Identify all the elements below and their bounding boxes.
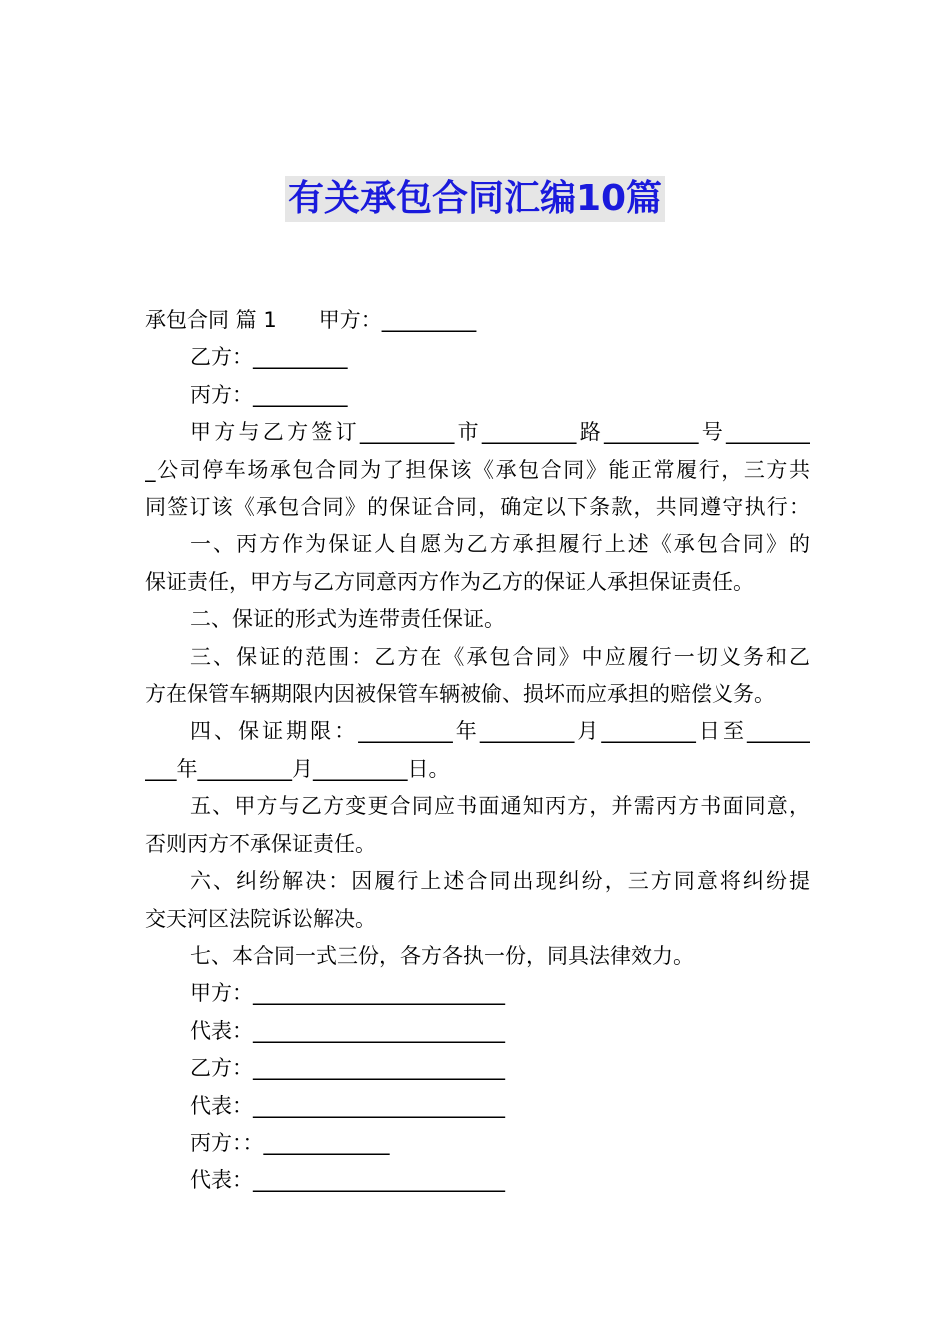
paragraph-line: 五、甲方与乙方变更合同应书面通知丙方，并需丙方书面同意，	[190, 794, 810, 819]
paragraph-line: 六、纠纷解决：因履行上述合同出现纠纷，三方同意将纠纷提	[190, 869, 810, 894]
paragraph-line: 一、丙方作为保证人自愿为乙方承担履行上述《承包合同》的	[190, 532, 810, 557]
paragraph-line: 三、保证的范围：乙方在《承包合同》中应履行一切义务和乙	[190, 644, 810, 669]
signature-line: 丙方：：____________	[190, 1130, 390, 1155]
paragraph-line: 四、保证期限：_________年_________月_________日至______	[190, 719, 810, 744]
paragraph-line: 同签订该《承包合同》的保证合同，确定以下条款，共同遵守执行：	[145, 495, 810, 520]
document-title: 有关承包合同汇编10篇	[285, 176, 665, 222]
title-container	[0, 176, 950, 222]
paragraph-line: 乙方：_________	[190, 345, 348, 370]
paragraph-line: ___年_________月_________日。	[145, 756, 450, 781]
paragraph-line: 二、保证的形式为连带责任保证。	[190, 607, 505, 632]
signature-line: 乙方：________________________	[190, 1056, 505, 1081]
document-body	[145, 302, 810, 1200]
paragraph-line: 七、本合同一式三份，各方各执一份，同具法律效力。	[190, 943, 694, 968]
paragraph-line: 方在保管车辆期限内因被保管车辆被偷、损坏而应承担的赔偿义务。	[145, 682, 775, 707]
paragraph-line: 交天河区法院诉讼解决。	[145, 906, 376, 931]
contract-heading: 承包合同 篇 1	[145, 308, 277, 332]
paragraph-line: 丙方：_________	[190, 382, 348, 407]
signature-line: 代表：________________________	[190, 1093, 505, 1118]
signature-line: 代表：________________________	[190, 1018, 505, 1043]
paragraph-line	[145, 302, 810, 339]
paragraph-line: _公司停车场承包合同为了担保该《承包合同》能正常履行，三方共	[145, 457, 810, 482]
party-a-field: 甲方：_________	[318, 308, 477, 332]
paragraph-line: 保证责任，甲方与乙方同意丙方作为乙方的保证人承担保证责任。	[145, 569, 754, 594]
signature-line: 甲方：________________________	[190, 981, 505, 1006]
paragraph-line: 否则丙方不承保证责任。	[145, 831, 376, 856]
signature-line: 代表：________________________	[190, 1168, 505, 1193]
paragraph-line: 甲方与乙方签订_________市_________路_________号________	[190, 420, 810, 445]
